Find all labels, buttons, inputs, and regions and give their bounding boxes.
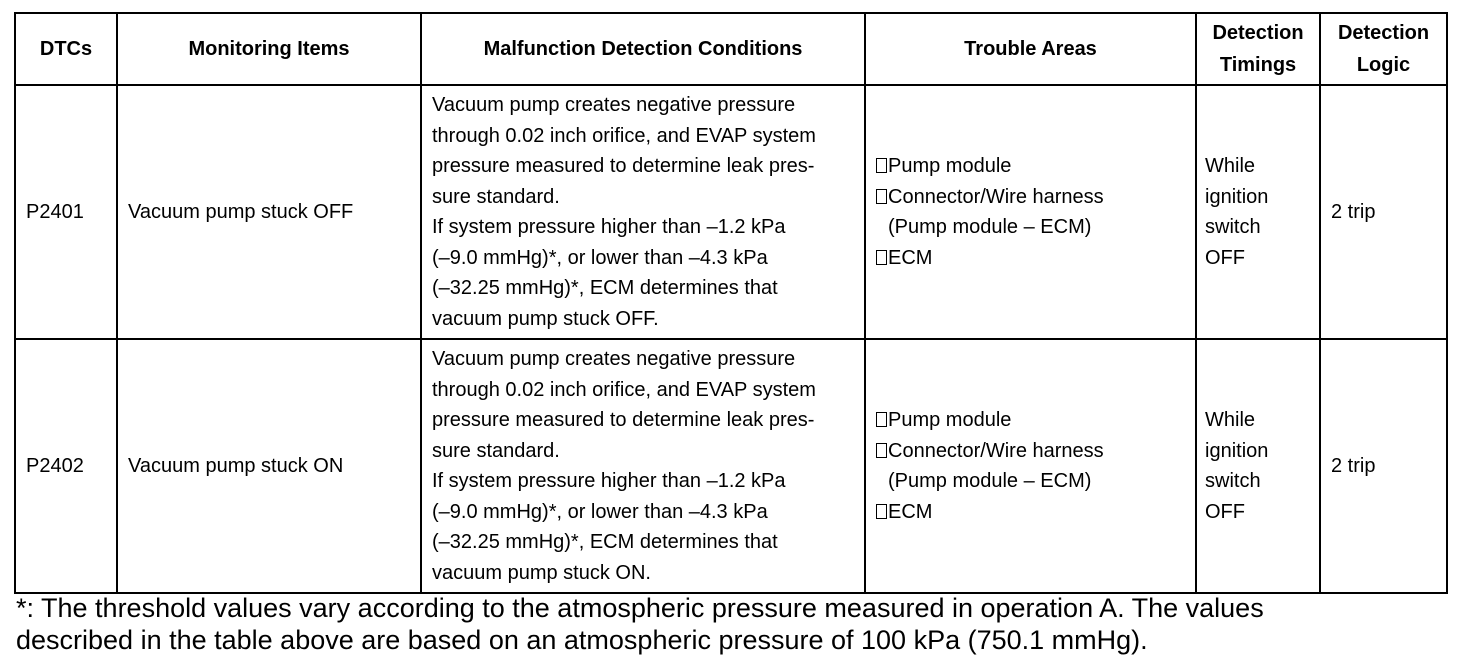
trouble-area-label: Connector/Wire harness [888, 185, 1104, 208]
trouble-areas-cell [865, 339, 1196, 593]
header-timings-line2: Timings [1219, 54, 1297, 76]
header-logic-line2: Logic [1356, 54, 1411, 76]
condition-line: (–9.0 mmHg)*, or lower than –4.3 kPa [432, 246, 768, 269]
timing-line: ignition [1205, 439, 1269, 462]
trouble-area-item [876, 436, 1195, 467]
table-row [15, 339, 1447, 593]
header-trouble-areas: Trouble Areas [865, 13, 1196, 85]
condition-line: sure standard. [432, 185, 560, 208]
condition-line: sure standard. [432, 439, 560, 462]
trouble-area-label: ECM [888, 246, 933, 269]
timing-line: switch [1205, 216, 1261, 238]
header-dtcs: DTCs [15, 13, 117, 85]
condition-line: (–32.25 mmHg)*, ECM determines that [432, 531, 778, 553]
timing-line: OFF [1205, 246, 1245, 269]
conditions-cell [421, 85, 865, 339]
condition-line: (–32.25 mmHg)*, ECM determines that [432, 277, 778, 299]
detection-logic-cell: 2 trip [1320, 339, 1447, 593]
condition-line: vacuum pump stuck ON. [432, 561, 651, 584]
header-detection-logic [1320, 13, 1447, 85]
trouble-area-label: Connector/Wire harness [888, 439, 1104, 462]
condition-line: through 0.02 inch orifice, and EVAP system [432, 124, 816, 147]
header-timings-line1: Detection [1212, 22, 1304, 44]
condition-line: vacuum pump stuck OFF. [432, 307, 659, 330]
condition-line: (–9.0 mmHg)*, or lower than –4.3 kPa [432, 500, 768, 523]
header-detection-timings [1196, 13, 1320, 85]
condition-line: pressure measured to determine leak pres- [432, 155, 815, 177]
trouble-area-label: Pump module [888, 409, 1012, 431]
checkbox-square-icon [876, 504, 887, 519]
detection-timing-cell [1196, 339, 1320, 593]
footnote-line: *: The threshold values vary according to the atmospheric pressure measured in operation A. The values [16, 593, 1264, 623]
header-logic-line1: Detection [1337, 22, 1430, 44]
timing-line: While [1205, 155, 1256, 177]
checkbox-square-icon [876, 443, 887, 458]
condition-line: If system pressure higher than –1.2 kPa [432, 216, 786, 238]
timing-line: OFF [1205, 500, 1245, 523]
condition-line: Vacuum pump creates negative pressure [432, 94, 796, 116]
timing-line: ignition [1205, 185, 1269, 208]
monitoring-item-cell: Vacuum pump stuck ON [117, 339, 421, 593]
checkbox-square-icon [876, 189, 887, 204]
checkbox-square-icon [876, 250, 887, 265]
header-conditions: Malfunction Detection Conditions [421, 13, 865, 85]
trouble-area-item [876, 243, 1195, 274]
condition-line: pressure measured to determine leak pres- [432, 409, 815, 431]
trouble-area-label: ECM [888, 500, 933, 523]
trouble-area-subitem: (Pump module – ECM) [888, 470, 1092, 492]
trouble-areas-cell [865, 85, 1196, 339]
detection-timing-cell [1196, 85, 1320, 339]
monitoring-item-cell: Vacuum pump stuck OFF [117, 85, 421, 339]
dtc-code-cell: P2401 [15, 85, 117, 339]
timing-line: switch [1205, 470, 1261, 492]
trouble-area-item [876, 497, 1195, 528]
checkbox-square-icon [876, 158, 887, 173]
dtc-code-cell: P2402 [15, 339, 117, 593]
trouble-area-item [876, 182, 1195, 213]
trouble-area-item [876, 405, 1195, 436]
timing-line: While [1205, 409, 1256, 431]
footnote [16, 592, 1448, 656]
checkbox-square-icon [876, 412, 887, 427]
trouble-area-subitem: (Pump module – ECM) [888, 216, 1092, 238]
footnote-line: described in the table above are based on an atmospheric pressure of 100 kPa (750.1 mmHg). [16, 625, 1148, 655]
trouble-area-label: Pump module [888, 155, 1012, 177]
condition-line: Vacuum pump creates negative pressure [432, 348, 796, 370]
detection-logic-cell: 2 trip [1320, 85, 1447, 339]
condition-line: through 0.02 inch orifice, and EVAP system [432, 378, 816, 401]
conditions-cell [421, 339, 865, 593]
header-monitoring-items: Monitoring Items [117, 13, 421, 85]
table-row [15, 85, 1447, 339]
header-row [15, 13, 1447, 85]
dtc-table [14, 12, 1448, 594]
condition-line: If system pressure higher than –1.2 kPa [432, 470, 786, 492]
trouble-area-item [876, 151, 1195, 182]
